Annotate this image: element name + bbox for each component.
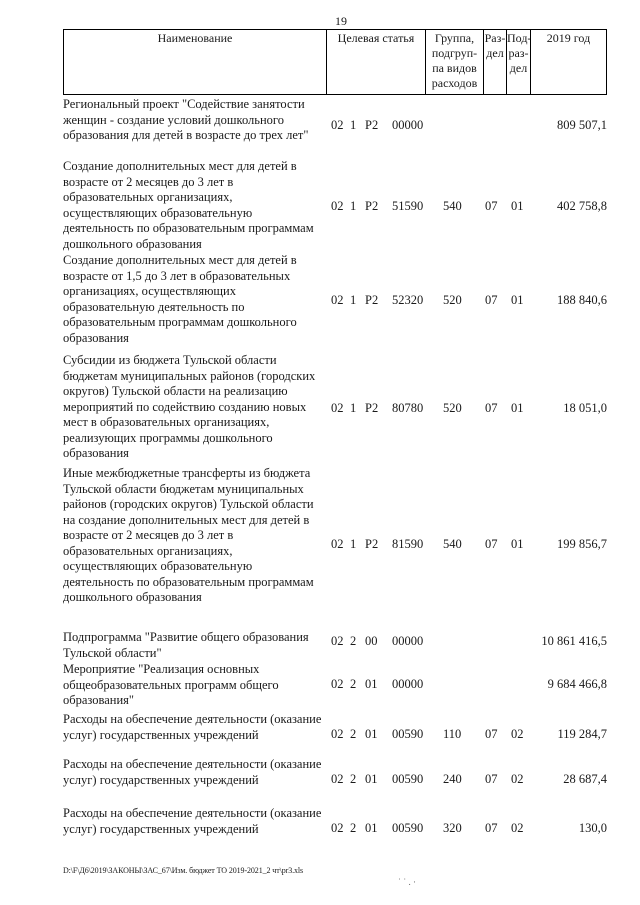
code-subprogram: 2: [350, 727, 357, 741]
code-direction: 00590: [392, 727, 424, 741]
code-event: P2: [365, 199, 379, 213]
header-section-line: дел: [486, 46, 504, 60]
row-amount: 28 687,4: [563, 772, 607, 786]
code-event: 01: [365, 772, 378, 786]
code-group: 110: [443, 727, 462, 741]
code-subprogram: 2: [350, 634, 357, 648]
header-subsection: [506, 29, 530, 95]
code-event: P2: [365, 537, 379, 551]
code-program: 02: [331, 118, 344, 132]
code-group: 240: [443, 772, 462, 786]
code-direction: 51590: [392, 199, 424, 213]
code-subprogram: 1: [350, 118, 357, 132]
code-event: P2: [365, 293, 379, 307]
code-subprogram: 1: [350, 293, 357, 307]
code-subsection: 01: [511, 293, 524, 307]
header-name: Наименование: [63, 29, 326, 95]
code-group: 520: [443, 293, 462, 307]
row-name: Региональный проект "Содействие занятости женщин - создание условий дошкольного образования для детей в возрасте до трех лет": [63, 97, 309, 142]
code-subprogram: 1: [350, 537, 357, 551]
row-amount: 809 507,1: [557, 118, 607, 132]
header-subsection-line: дел: [509, 61, 528, 75]
code-subprogram: 1: [350, 401, 357, 415]
header-subsection-line: Под-: [507, 31, 532, 45]
code-group: 320: [443, 821, 462, 835]
row-amount: 10 861 416,5: [541, 634, 607, 648]
code-program: 02: [331, 199, 344, 213]
scan-mark: ˙ ˙ . ·: [398, 877, 416, 887]
row-name: Расходы на обеспечение деятельности (оказание услуг) государственных учреждений: [63, 712, 322, 742]
code-direction: 80780: [392, 401, 424, 415]
header-group-line: расходов: [431, 76, 478, 90]
header-group-line: подгруп-: [431, 46, 478, 60]
code-direction: 00000: [392, 634, 424, 648]
code-section: 07: [485, 293, 498, 307]
header-target: Целевая статья: [326, 29, 425, 95]
row-name: Расходы на обеспечение деятельности (оказание услуг) государственных учреждений: [63, 806, 322, 836]
code-program: 02: [331, 401, 344, 415]
code-section: 07: [485, 199, 498, 213]
code-section: 07: [485, 537, 498, 551]
row-name: Расходы на обеспечение деятельности (оказание услуг) государственных учреждений: [63, 757, 322, 787]
code-section: 07: [485, 821, 498, 835]
row-name: Мероприятие "Реализация основных общеобразовательных программ общего образования": [63, 662, 279, 707]
code-event: P2: [365, 118, 379, 132]
code-subprogram: 2: [350, 677, 357, 691]
code-section: 07: [485, 772, 498, 786]
code-program: 02: [331, 293, 344, 307]
header-group-line: па видов: [432, 61, 477, 75]
header-section: [483, 29, 506, 95]
code-program: 02: [331, 677, 344, 691]
header-group-line: Группа,: [434, 31, 475, 45]
code-event: 01: [365, 677, 378, 691]
code-program: 02: [331, 772, 344, 786]
row-amount: 130,0: [578, 821, 607, 835]
row-name: Субсидии из бюджета Тульской области бюджетам муниципальных районов (городских округов) Тульской области на реализацию мероприятий по содействию созданию новых мест в образовательных организациях, реализующих программы дошкольного образования: [63, 353, 316, 460]
row-amount: 402 758,8: [557, 199, 607, 213]
code-section: 07: [485, 727, 498, 741]
code-direction: 52320: [392, 293, 424, 307]
code-subprogram: 2: [350, 821, 357, 835]
row-name: Создание дополнительных мест для детей в возрасте от 1,5 до 3 лет в образовательных организациях, осуществляющих образовательную деятельность по образовательным программам дошкольного образования: [63, 253, 297, 345]
code-event: 01: [365, 821, 378, 835]
code-program: 02: [331, 537, 344, 551]
code-program: 02: [331, 727, 344, 741]
code-subprogram: 2: [350, 772, 357, 786]
code-subsection: 01: [511, 401, 524, 415]
code-subprogram: 1: [350, 199, 357, 213]
page-number: 19: [335, 14, 347, 28]
code-program: 02: [331, 821, 344, 835]
code-subsection: 02: [511, 727, 524, 741]
code-direction: 00000: [392, 118, 424, 132]
code-subsection: 02: [511, 821, 524, 835]
code-subsection: 01: [511, 537, 524, 551]
code-direction: 00590: [392, 821, 424, 835]
row-amount: 199 856,7: [557, 537, 607, 551]
row-name: Подпрограмма "Развитие общего образования Тульской области": [63, 630, 309, 660]
row-name: Создание дополнительных мест для детей в возрасте от 2 месяцев до 3 лет в образовательных организациях, осуществляющих образовательную деятельность по образовательным программам дошкольного образования: [63, 159, 314, 251]
header-group: [425, 29, 483, 95]
row-amount: 9 684 466,8: [547, 677, 607, 691]
header-section-line: Раз-: [484, 31, 506, 45]
code-subsection: 02: [511, 772, 524, 786]
code-event: 01: [365, 727, 378, 741]
code-subsection: 01: [511, 199, 524, 213]
code-event: P2: [365, 401, 379, 415]
code-event: 00: [365, 634, 378, 648]
code-group: 540: [443, 199, 462, 213]
header-subsection-line: раз-: [508, 46, 529, 60]
code-group: 540: [443, 537, 462, 551]
code-group: 520: [443, 401, 462, 415]
row-amount: 18 051,0: [563, 401, 607, 415]
file-path-footer: D:\F\Д6\2019\ЗАКОНЫ\ЗАС_67\Изм. бюджет ТО 2019-2021_2 чт\pr3.xls: [63, 866, 304, 875]
code-section: 07: [485, 401, 498, 415]
code-direction: 00000: [392, 677, 424, 691]
row-name: Иные межбюджетные трансферты из бюджета Тульской области бюджетам муниципальных районов (городских округов) Тульской области на создание дополнительных мест для детей в возрасте от 2 месяцев до 3 лет в образовательных организациях, осуществляющих образовательную деятельность по образовательным программам дошкольного образования: [63, 466, 314, 604]
code-program: 02: [331, 634, 344, 648]
row-amount: 188 840,6: [557, 293, 607, 307]
header-year: 2019 год: [530, 29, 607, 95]
code-direction: 00590: [392, 772, 424, 786]
row-amount: 119 284,7: [557, 727, 607, 741]
code-direction: 81590: [392, 537, 424, 551]
